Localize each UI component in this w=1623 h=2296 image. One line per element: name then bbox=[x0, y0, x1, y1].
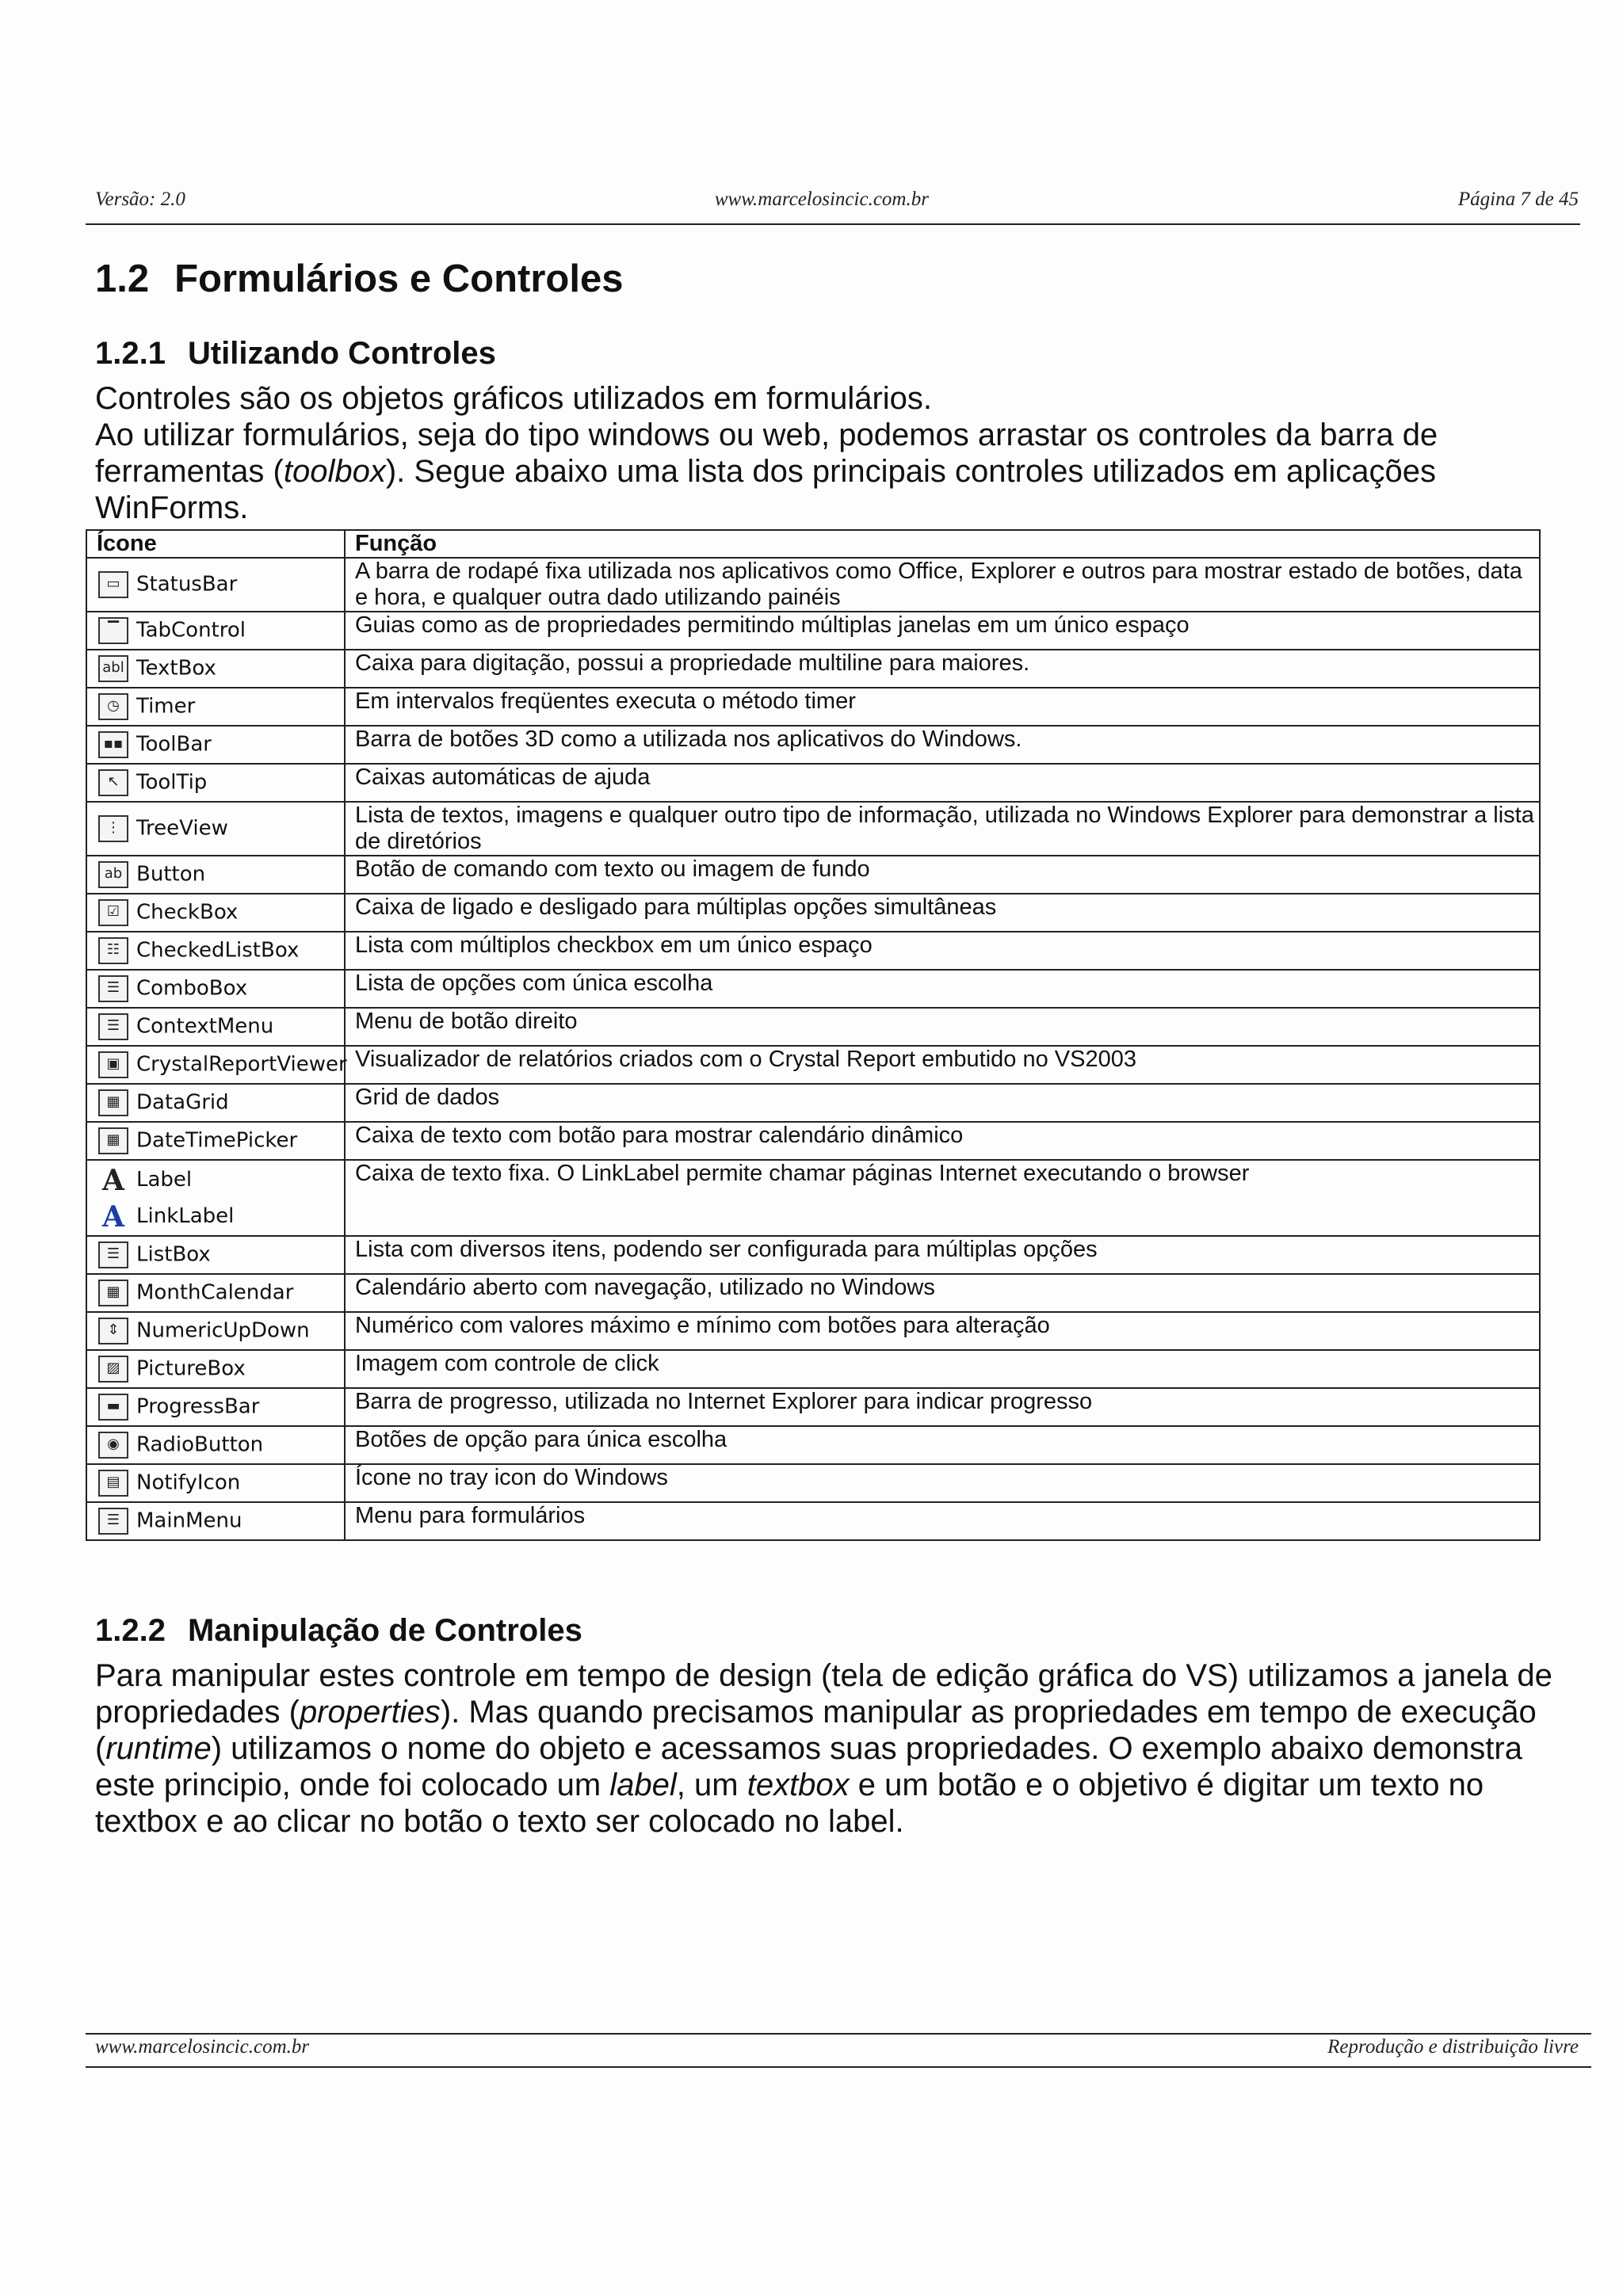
subsection-number-1: 1.2.1 bbox=[95, 336, 166, 371]
footer-license: Reprodução e distribuição livre bbox=[1327, 2036, 1579, 2058]
control-function: Menu de botão direito bbox=[345, 1008, 1540, 1046]
controls-table-body bbox=[86, 558, 1540, 1540]
control-name: ListBox bbox=[136, 1242, 211, 1267]
control-icon-cell bbox=[86, 1236, 345, 1274]
control-name: CrystalReportViewer bbox=[136, 1052, 347, 1077]
statusbar-icon: ▭ bbox=[98, 571, 128, 598]
runtime-term: runtime bbox=[105, 1731, 212, 1766]
control-name: StatusBar bbox=[136, 572, 238, 597]
label-term: label bbox=[609, 1768, 677, 1802]
control-icon-cell bbox=[86, 1084, 345, 1122]
control-function: Caixas automáticas de ajuda bbox=[345, 764, 1540, 802]
control-icon-cell bbox=[86, 856, 345, 894]
control-icon-cell bbox=[86, 1426, 345, 1464]
intro-text-a: Ao utilizar formulários, seja do tipo windows ou web, podemos arrastar os controles da barra de ferramentas ( bbox=[95, 418, 1438, 489]
subsection-title-2: Manipulação de Controles bbox=[187, 1613, 582, 1648]
tabcontrol-icon: ▔ bbox=[98, 617, 128, 644]
table-row bbox=[86, 1312, 1540, 1350]
control-name: TextBox bbox=[136, 656, 216, 681]
datetimepicker-icon: ▦ bbox=[98, 1127, 128, 1154]
checkbox-icon: ☑ bbox=[98, 899, 128, 926]
control-function: A barra de rodapé fixa utilizada nos aplicativos como Office, Explorer e outros para mostrar estado de botões, data e hora, e qualquer outra dado utilizando painéis bbox=[345, 558, 1540, 612]
table-row bbox=[86, 1236, 1540, 1274]
control-name: DataGrid bbox=[136, 1090, 229, 1115]
intro-text-b: ). Segue abaixo uma lista dos principais controles utilizados em aplicações WinForms. bbox=[95, 454, 1436, 525]
control-name: ContextMenu bbox=[136, 1014, 274, 1039]
manip-text-4: , um bbox=[676, 1768, 747, 1802]
treeview-icon: ⋮ bbox=[98, 815, 128, 842]
control-name: Label bbox=[136, 1168, 193, 1192]
control-name: MainMenu bbox=[136, 1508, 242, 1533]
control-icon-cell bbox=[86, 802, 345, 856]
page-header bbox=[95, 189, 1579, 211]
table-row bbox=[86, 1084, 1540, 1122]
button-icon: ab bbox=[98, 861, 128, 888]
control-function: Lista com múltiplos checkbox em um único espaço bbox=[345, 932, 1540, 970]
control-function: Numérico com valores máximo e mínimo com botões para alteração bbox=[345, 1312, 1540, 1350]
control-function: Caixa de texto fixa. O LinkLabel permite chamar páginas Internet executando o browser bbox=[345, 1160, 1540, 1236]
intro-paragraph-1: Controles são os objetos gráficos utilizados em formulários. bbox=[95, 381, 933, 416]
mainmenu-icon: ☰ bbox=[98, 1508, 128, 1535]
table-header-row bbox=[86, 530, 1540, 558]
footer-divider-top bbox=[86, 2033, 1591, 2035]
control-icon-cell bbox=[86, 894, 345, 932]
control-name: LinkLabel bbox=[136, 1204, 235, 1228]
radiobutton-icon: ◉ bbox=[98, 1432, 128, 1459]
intro-paragraph-2 bbox=[95, 417, 1569, 526]
control-name: CheckBox bbox=[136, 900, 239, 925]
checkedlistbox-icon: ☷ bbox=[98, 937, 128, 964]
toolbox-term: toolbox bbox=[283, 454, 386, 489]
manip-text-1: Para manipular estes controle em tempo de design (tela de edição gráfica do VS) utilizamos a janela de propriedades ( bbox=[95, 1658, 1552, 1730]
footer-divider-bottom bbox=[86, 2066, 1591, 2068]
table-row bbox=[86, 650, 1540, 688]
table-row bbox=[86, 764, 1540, 802]
controls-table bbox=[86, 529, 1541, 1541]
control-icon-cell bbox=[86, 1388, 345, 1426]
control-icon-cell bbox=[86, 932, 345, 970]
table-row bbox=[86, 932, 1540, 970]
control-icon-cell bbox=[86, 558, 345, 612]
control-name: RadioButton bbox=[136, 1432, 264, 1457]
control-function: Barra de progresso, utilizada no Internet Explorer para indicar progresso bbox=[345, 1388, 1540, 1426]
control-line bbox=[98, 1161, 344, 1198]
control-function: Em intervalos freqüentes executa o método timer bbox=[345, 688, 1540, 726]
table-row bbox=[86, 1046, 1540, 1084]
control-name: MonthCalendar bbox=[136, 1280, 294, 1305]
datagrid-icon: ▦ bbox=[98, 1089, 128, 1116]
control-function: Barra de botões 3D como a utilizada nos aplicativos do Windows. bbox=[345, 726, 1540, 764]
control-icon-cell bbox=[86, 1502, 345, 1540]
contextmenu-icon: ☰ bbox=[98, 1013, 128, 1040]
table-row bbox=[86, 688, 1540, 726]
table-row bbox=[86, 1464, 1540, 1502]
control-icon-cell bbox=[86, 1046, 345, 1084]
manip-text-3: ) utilizamos o nome do objeto e acessamos suas propriedades. O exemplo abaixo demonstra este principio, onde foi colocado um bbox=[95, 1731, 1522, 1802]
crystalreportviewer-icon: ▣ bbox=[98, 1051, 128, 1078]
table-row bbox=[86, 612, 1540, 650]
control-name: PictureBox bbox=[136, 1356, 246, 1381]
control-icon-cell bbox=[86, 1160, 345, 1236]
control-icon-cell bbox=[86, 1464, 345, 1502]
control-icon-cell bbox=[86, 650, 345, 688]
table-row bbox=[86, 802, 1540, 856]
control-name: CheckedListBox bbox=[136, 938, 300, 963]
table-row bbox=[86, 1274, 1540, 1312]
control-icon-cell bbox=[86, 726, 345, 764]
timer-icon: ◷ bbox=[98, 693, 128, 720]
control-function: Imagem com controle de click bbox=[345, 1350, 1540, 1388]
control-function: Caixa para digitação, possui a propriedade multiline para maiores. bbox=[345, 650, 1540, 688]
properties-term: properties bbox=[299, 1695, 441, 1730]
header-divider bbox=[86, 223, 1580, 225]
control-function: Guias como as de propriedades permitindo múltiplas janelas em um único espaço bbox=[345, 612, 1540, 650]
col-header-function: Função bbox=[345, 530, 1540, 558]
table-row bbox=[86, 894, 1540, 932]
control-function: Ícone no tray icon do Windows bbox=[345, 1464, 1540, 1502]
notifyicon-icon: ▤ bbox=[98, 1470, 128, 1497]
section-heading bbox=[95, 257, 623, 301]
table-row bbox=[86, 1388, 1540, 1426]
manip-text-2: ). Mas quando precisamos manipular as propriedades em tempo de execução ( bbox=[95, 1695, 1537, 1766]
table-row bbox=[86, 1502, 1540, 1540]
control-name: DateTimePicker bbox=[136, 1128, 298, 1153]
numericupdown-icon: ⇕ bbox=[98, 1318, 128, 1344]
tooltip-icon: ↖ bbox=[98, 769, 128, 796]
control-name: ToolBar bbox=[136, 732, 212, 757]
control-name: TabControl bbox=[136, 618, 246, 643]
control-icon-cell bbox=[86, 612, 345, 650]
table-row bbox=[86, 726, 1540, 764]
table-row bbox=[86, 1008, 1540, 1046]
manipulation-text bbox=[95, 1657, 1569, 1840]
control-name: TreeView bbox=[136, 816, 228, 841]
table-row bbox=[86, 1426, 1540, 1464]
control-icon-cell bbox=[86, 688, 345, 726]
textbox-term: textbox bbox=[747, 1768, 850, 1802]
label-icon: A bbox=[102, 1163, 124, 1197]
control-name: Timer bbox=[136, 694, 196, 719]
subsection-heading-2 bbox=[95, 1613, 582, 1649]
table-row bbox=[86, 1350, 1540, 1388]
control-name: NumericUpDown bbox=[136, 1318, 310, 1343]
header-site: www.marcelosincic.com.br bbox=[714, 189, 929, 210]
control-name: ToolTip bbox=[136, 770, 208, 795]
intro-text bbox=[95, 380, 1569, 526]
control-icon-cell bbox=[86, 764, 345, 802]
table-row bbox=[86, 856, 1540, 894]
control-icon-cell bbox=[86, 970, 345, 1008]
manipulation-paragraph bbox=[95, 1657, 1569, 1840]
control-function: Visualizador de relatórios criados com o Crystal Report embutido no VS2003 bbox=[345, 1046, 1540, 1084]
control-name: ProgressBar bbox=[136, 1394, 260, 1419]
control-line bbox=[98, 1198, 344, 1234]
table-row bbox=[86, 558, 1540, 612]
combobox-icon: ☰ bbox=[98, 975, 128, 1002]
control-function: Calendário aberto com navegação, utilizado no Windows bbox=[345, 1274, 1540, 1312]
section-title: Formulários e Controles bbox=[174, 257, 624, 300]
control-function: Grid de dados bbox=[345, 1084, 1540, 1122]
table-row bbox=[86, 970, 1540, 1008]
page-footer bbox=[95, 2036, 1579, 2058]
subsection-number-2: 1.2.2 bbox=[95, 1613, 166, 1648]
linklabel-icon: A bbox=[102, 1199, 124, 1234]
control-function: Lista de opções com única escolha bbox=[345, 970, 1540, 1008]
control-function: Menu para formulários bbox=[345, 1502, 1540, 1540]
table-row bbox=[86, 1160, 1540, 1236]
picturebox-icon: ▨ bbox=[98, 1356, 128, 1383]
control-name: ComboBox bbox=[136, 976, 248, 1001]
control-function: Caixa de ligado e desligado para múltiplas opções simultâneas bbox=[345, 894, 1540, 932]
control-icon-cell bbox=[86, 1312, 345, 1350]
control-function: Botões de opção para única escolha bbox=[345, 1426, 1540, 1464]
col-header-icon: Ícone bbox=[86, 530, 345, 558]
control-function: Botão de comando com texto ou imagem de fundo bbox=[345, 856, 1540, 894]
control-icon-cell bbox=[86, 1350, 345, 1388]
monthcalendar-icon: ▦ bbox=[98, 1280, 128, 1306]
page-number: Página 7 de 45 bbox=[1457, 189, 1579, 210]
control-icon-cell bbox=[86, 1122, 345, 1160]
control-name: NotifyIcon bbox=[136, 1470, 241, 1495]
section-number: 1.2 bbox=[95, 257, 150, 300]
toolbar-icon: ▪▪ bbox=[98, 731, 128, 758]
manip-text-5: e um botão e o objetivo é digitar um texto no textbox e ao clicar no botão o texto ser colocado no label. bbox=[95, 1768, 1484, 1839]
control-function: Lista de textos, imagens e qualquer outro tipo de informação, utilizada no Windows Explorer para demonstrar a lista de diretórios bbox=[345, 802, 1540, 856]
progressbar-icon: ▬ bbox=[98, 1394, 128, 1421]
footer-site: www.marcelosincic.com.br bbox=[95, 2036, 310, 2058]
listbox-icon: ☰ bbox=[98, 1241, 128, 1268]
control-function: Caixa de texto com botão para mostrar calendário dinâmico bbox=[345, 1122, 1540, 1160]
control-icon-cell bbox=[86, 1008, 345, 1046]
control-icon-cell bbox=[86, 1274, 345, 1312]
subsection-title-1: Utilizando Controles bbox=[187, 336, 496, 371]
control-name: Button bbox=[136, 862, 206, 887]
textbox-icon: abl bbox=[98, 655, 128, 682]
subsection-heading-1 bbox=[95, 336, 496, 372]
table-row bbox=[86, 1122, 1540, 1160]
version-label: Versão: 2.0 bbox=[95, 189, 185, 210]
control-function: Lista com diversos itens, podendo ser configurada para múltiplas opções bbox=[345, 1236, 1540, 1274]
